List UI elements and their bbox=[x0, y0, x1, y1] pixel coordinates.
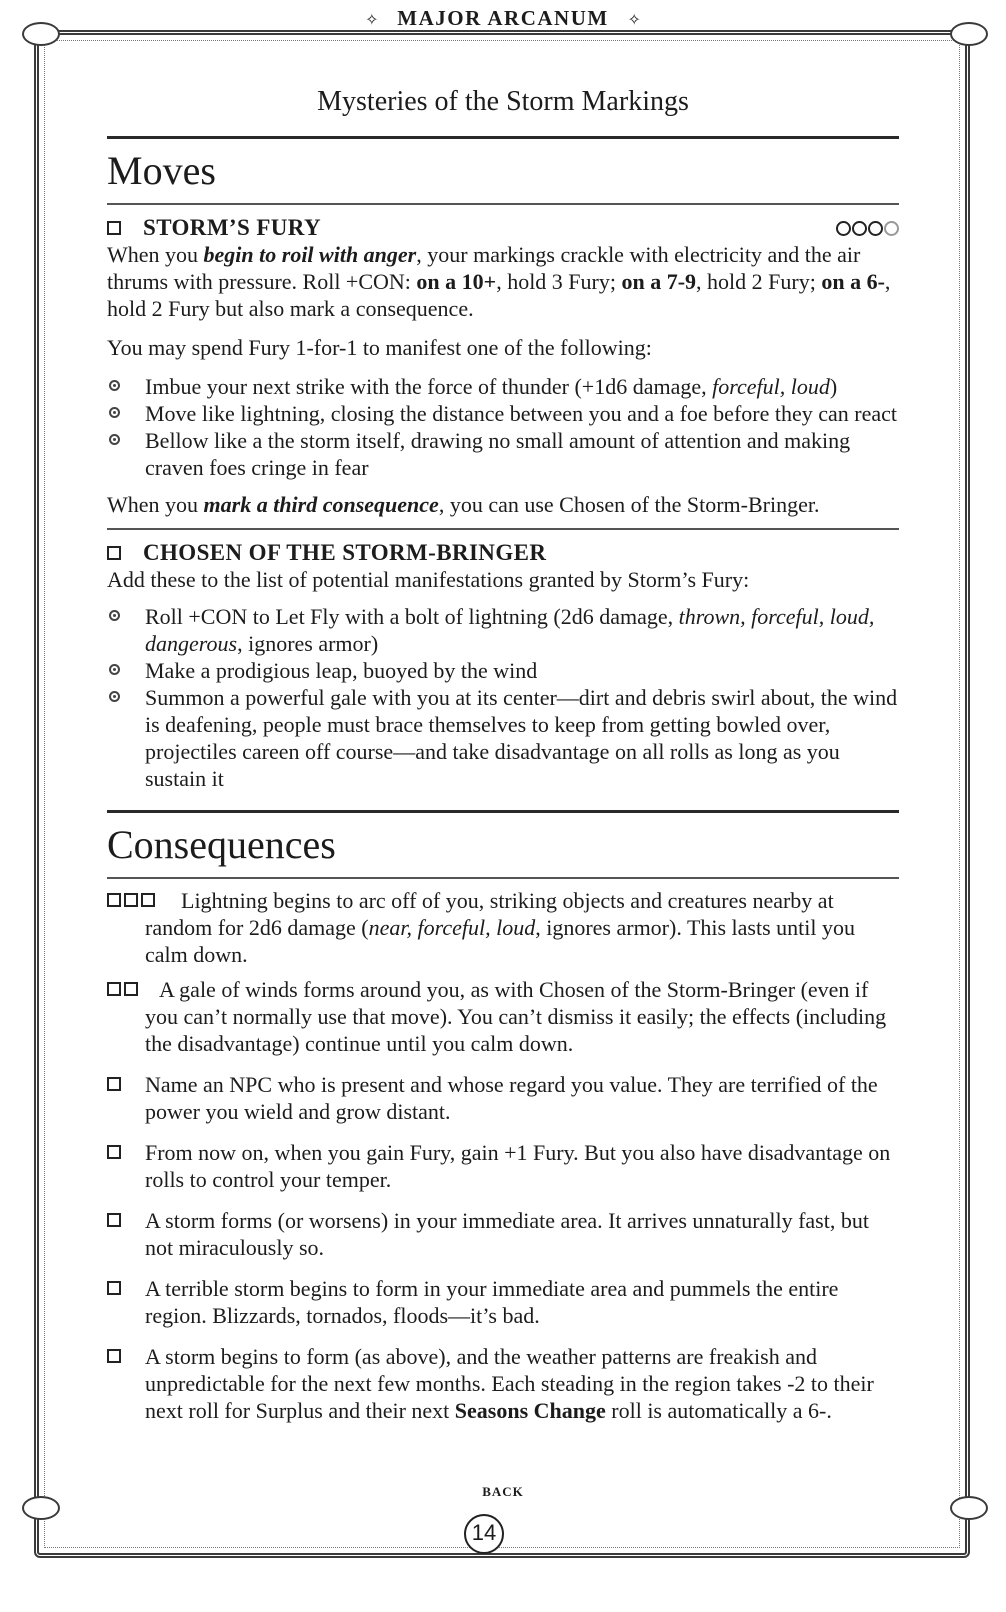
consequence-checkbox[interactable] bbox=[124, 893, 138, 907]
hold-circle[interactable] bbox=[836, 221, 851, 236]
bullet-icon bbox=[109, 610, 120, 621]
consequence-item: Lightning begins to arc off of you, striking objects and creatures nearby at random for 2d6 damage (near, forceful, loud, ignores armor). This lasts until you calm down. bbox=[107, 887, 899, 968]
consequence-item: A gale of winds forms around you, as with Chosen of the Storm-Bringer (even if you can’t normally use that move). You can’t dismiss it easily; the effects (including the disadvantage) continue until you calm down. bbox=[107, 976, 899, 1057]
consequence-checkbox[interactable] bbox=[107, 1281, 121, 1295]
running-header bbox=[0, 6, 1006, 31]
hold-circle[interactable] bbox=[884, 221, 899, 236]
consequence-item: A storm forms (or worsens) in your immediate area. It arrives unnaturally fast, but not miraculously so. bbox=[107, 1207, 899, 1261]
ornament-icon: ✧ bbox=[627, 12, 641, 29]
fury-hold-tracker[interactable] bbox=[836, 221, 899, 236]
divider bbox=[107, 203, 899, 205]
consequence-item: Name an NPC who is present and whose regard you value. They are terrified of the power you wield and grow distant. bbox=[107, 1071, 899, 1125]
list-item: Imbue your next strike with the force of thunder (+1d6 damage, forceful, loud) bbox=[107, 373, 899, 400]
consequence-checkbox[interactable] bbox=[107, 982, 121, 996]
header-title: MAJOR ARCANUM bbox=[387, 6, 618, 30]
consequence-item: A storm begins to form (as above), and the weather patterns are freakish and unpredictable for the next few months. Each steading in the region takes -2 to their next roll for Surplus and their next Seasons Change roll is automatically a 6-. bbox=[107, 1343, 899, 1424]
hold-circle[interactable] bbox=[852, 221, 867, 236]
list-item: Summon a powerful gale with you at its center—dirt and debris swirl about, the wind is deafening, people must brace themselves to keep from getting bowled over, projectiles careen off course—and take disadvantage on all rolls as long as you sustain it bbox=[107, 684, 899, 792]
manifestation-list bbox=[107, 373, 899, 481]
manifestation-list bbox=[107, 603, 899, 792]
page-title: Mysteries of the Storm Markings bbox=[317, 86, 689, 117]
divider bbox=[107, 877, 899, 879]
list-item: Make a prodigious leap, buoyed by the wind bbox=[107, 657, 899, 684]
bullet-icon bbox=[109, 691, 120, 702]
list-item: Bellow like a the storm itself, drawing no small amount of attention and making craven foes cringe in fear bbox=[107, 427, 899, 481]
list-item: Roll +CON to Let Fly with a bolt of lightning (2d6 damage, thrown, forceful, loud, dangerous, ignores armor) bbox=[107, 603, 899, 657]
move-description: Add these to the list of potential manifestations granted by Storm’s Fury: bbox=[107, 567, 750, 592]
move-title-text: CHOSEN OF THE STORM-BRINGER bbox=[143, 540, 547, 565]
consequence-checkbox[interactable] bbox=[107, 1349, 121, 1363]
ornament-icon: ✧ bbox=[365, 12, 379, 29]
move-checkbox[interactable] bbox=[107, 221, 121, 235]
back-link[interactable]: BACK bbox=[482, 1484, 524, 1499]
consequence-checkbox[interactable] bbox=[107, 1077, 121, 1091]
consequence-checkbox[interactable] bbox=[107, 1213, 121, 1227]
consequence-checkbox[interactable] bbox=[107, 1145, 121, 1159]
move-title-text: STORM’S FURY bbox=[143, 215, 321, 240]
page-number: 14 bbox=[464, 1514, 504, 1554]
move-description: When you begin to roil with anger, your markings crackle with electricity and the air thrums with pressure. Roll +CON: on a 10+, hold 3 Fury; on a 7-9, hold 2 Fury; on a 6-, hold 2 Fury but also mark a consequence. bbox=[107, 242, 891, 321]
section-heading-moves: Moves bbox=[107, 148, 216, 193]
section-heading-consequences: Consequences bbox=[107, 822, 336, 867]
bullet-icon bbox=[109, 380, 120, 391]
consequence-checkbox[interactable] bbox=[107, 893, 121, 907]
divider bbox=[107, 810, 899, 813]
consequence-checkbox[interactable] bbox=[124, 982, 138, 996]
consequence-checkbox[interactable] bbox=[141, 893, 155, 907]
divider bbox=[107, 528, 899, 530]
move-paragraph: When you mark a third consequence, you can use Chosen of the Storm-Bringer. bbox=[107, 492, 820, 517]
bullet-icon bbox=[109, 664, 120, 675]
hold-circle[interactable] bbox=[868, 221, 883, 236]
consequence-item: From now on, when you gain Fury, gain +1 Fury. But you also have disadvantage on rolls to control your temper. bbox=[107, 1139, 899, 1193]
divider bbox=[107, 136, 899, 139]
move-paragraph: You may spend Fury 1-for-1 to manifest one of the following: bbox=[107, 335, 652, 360]
move-title-storms-fury bbox=[107, 215, 899, 241]
list-item: Move like lightning, closing the distance between you and a foe before they can react bbox=[107, 400, 899, 427]
bullet-icon bbox=[109, 434, 120, 445]
bullet-icon bbox=[109, 407, 120, 418]
move-title-chosen bbox=[107, 540, 899, 566]
consequence-item: A terrible storm begins to form in your immediate area and pummels the entire region. Blizzards, tornados, floods—it’s bad. bbox=[107, 1275, 899, 1329]
move-checkbox[interactable] bbox=[107, 546, 121, 560]
